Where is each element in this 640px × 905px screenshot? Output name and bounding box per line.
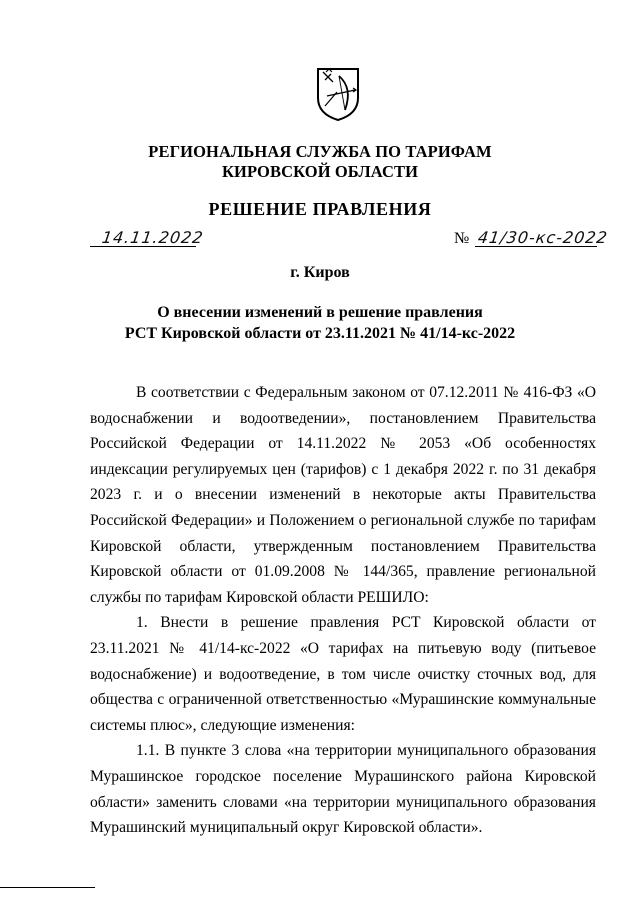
handwritten-document-number: 41/30-кс-2022 (476, 228, 610, 247)
organization-name-line1: РЕГИОНАЛЬНАЯ СЛУЖБА ПО ТАРИФАМ (148, 142, 492, 161)
kirov-coat-of-arms-icon (315, 66, 361, 122)
body-paragraph-1-1: 1.1. В пункте 3 слова «на территории муниципального образования Мурашинское городское поселение Мурашинского района Кировской области» заменить словами «на территории муниципального образования Мурашинский муниципальный округ Кировской области». (90, 742, 596, 837)
footer-rule (0, 887, 95, 888)
body-paragraph-preamble: В соответствии с Федеральным законом от 07.12.2011 № 416-ФЗ «О водоснабжении и водоотведении», постановлением Правительства Российской Федерации от 14.11.2022 № 2053 «Об особенностях индексации регулируемых цен (тарифов) с 1 декабря 2022 г. по 31 декабря 2023 г. и о внесении изменений в некоторые акты Правительства Российской Федерации» и Положением о региональной службе по тарифам Кировской области, утвержденным постановлением Правительства Кировской области от 01.09.2008 № 144/365, правление региональной службы по тарифам Кировской области РЕШИЛО: (90, 384, 596, 606)
organization-name-line2: КИРОВСКОЙ ОБЛАСТИ (221, 162, 419, 181)
handwritten-date: 14.11.2022 (100, 228, 205, 247)
date-underline (90, 246, 196, 247)
subject-line1: О внесении изменений в решение правления (157, 304, 483, 321)
document-body (90, 380, 596, 841)
subject-line2: РСТ Кировской области от 23.11.2021 № 41/14-кс-2022 (124, 325, 516, 342)
number-underline (475, 246, 597, 247)
city: г. Киров (290, 264, 350, 281)
document-type-title: РЕШЕНИЕ ПРАВЛЕНИЯ (208, 199, 432, 219)
number-sign: № (454, 230, 470, 247)
body-paragraph-1: 1. Внести в решение правления РСТ Кировской области от 23.11.2021 № 41/14-кс-2022 «О тарифах на питьевую воду (питьевое водоснабжение) и водоотведение, в том числе очистку сточных вод, для общества с ограниченной ответственностью «Мурашинские коммунальные системы плюс», следующие изменения: (90, 614, 596, 734)
